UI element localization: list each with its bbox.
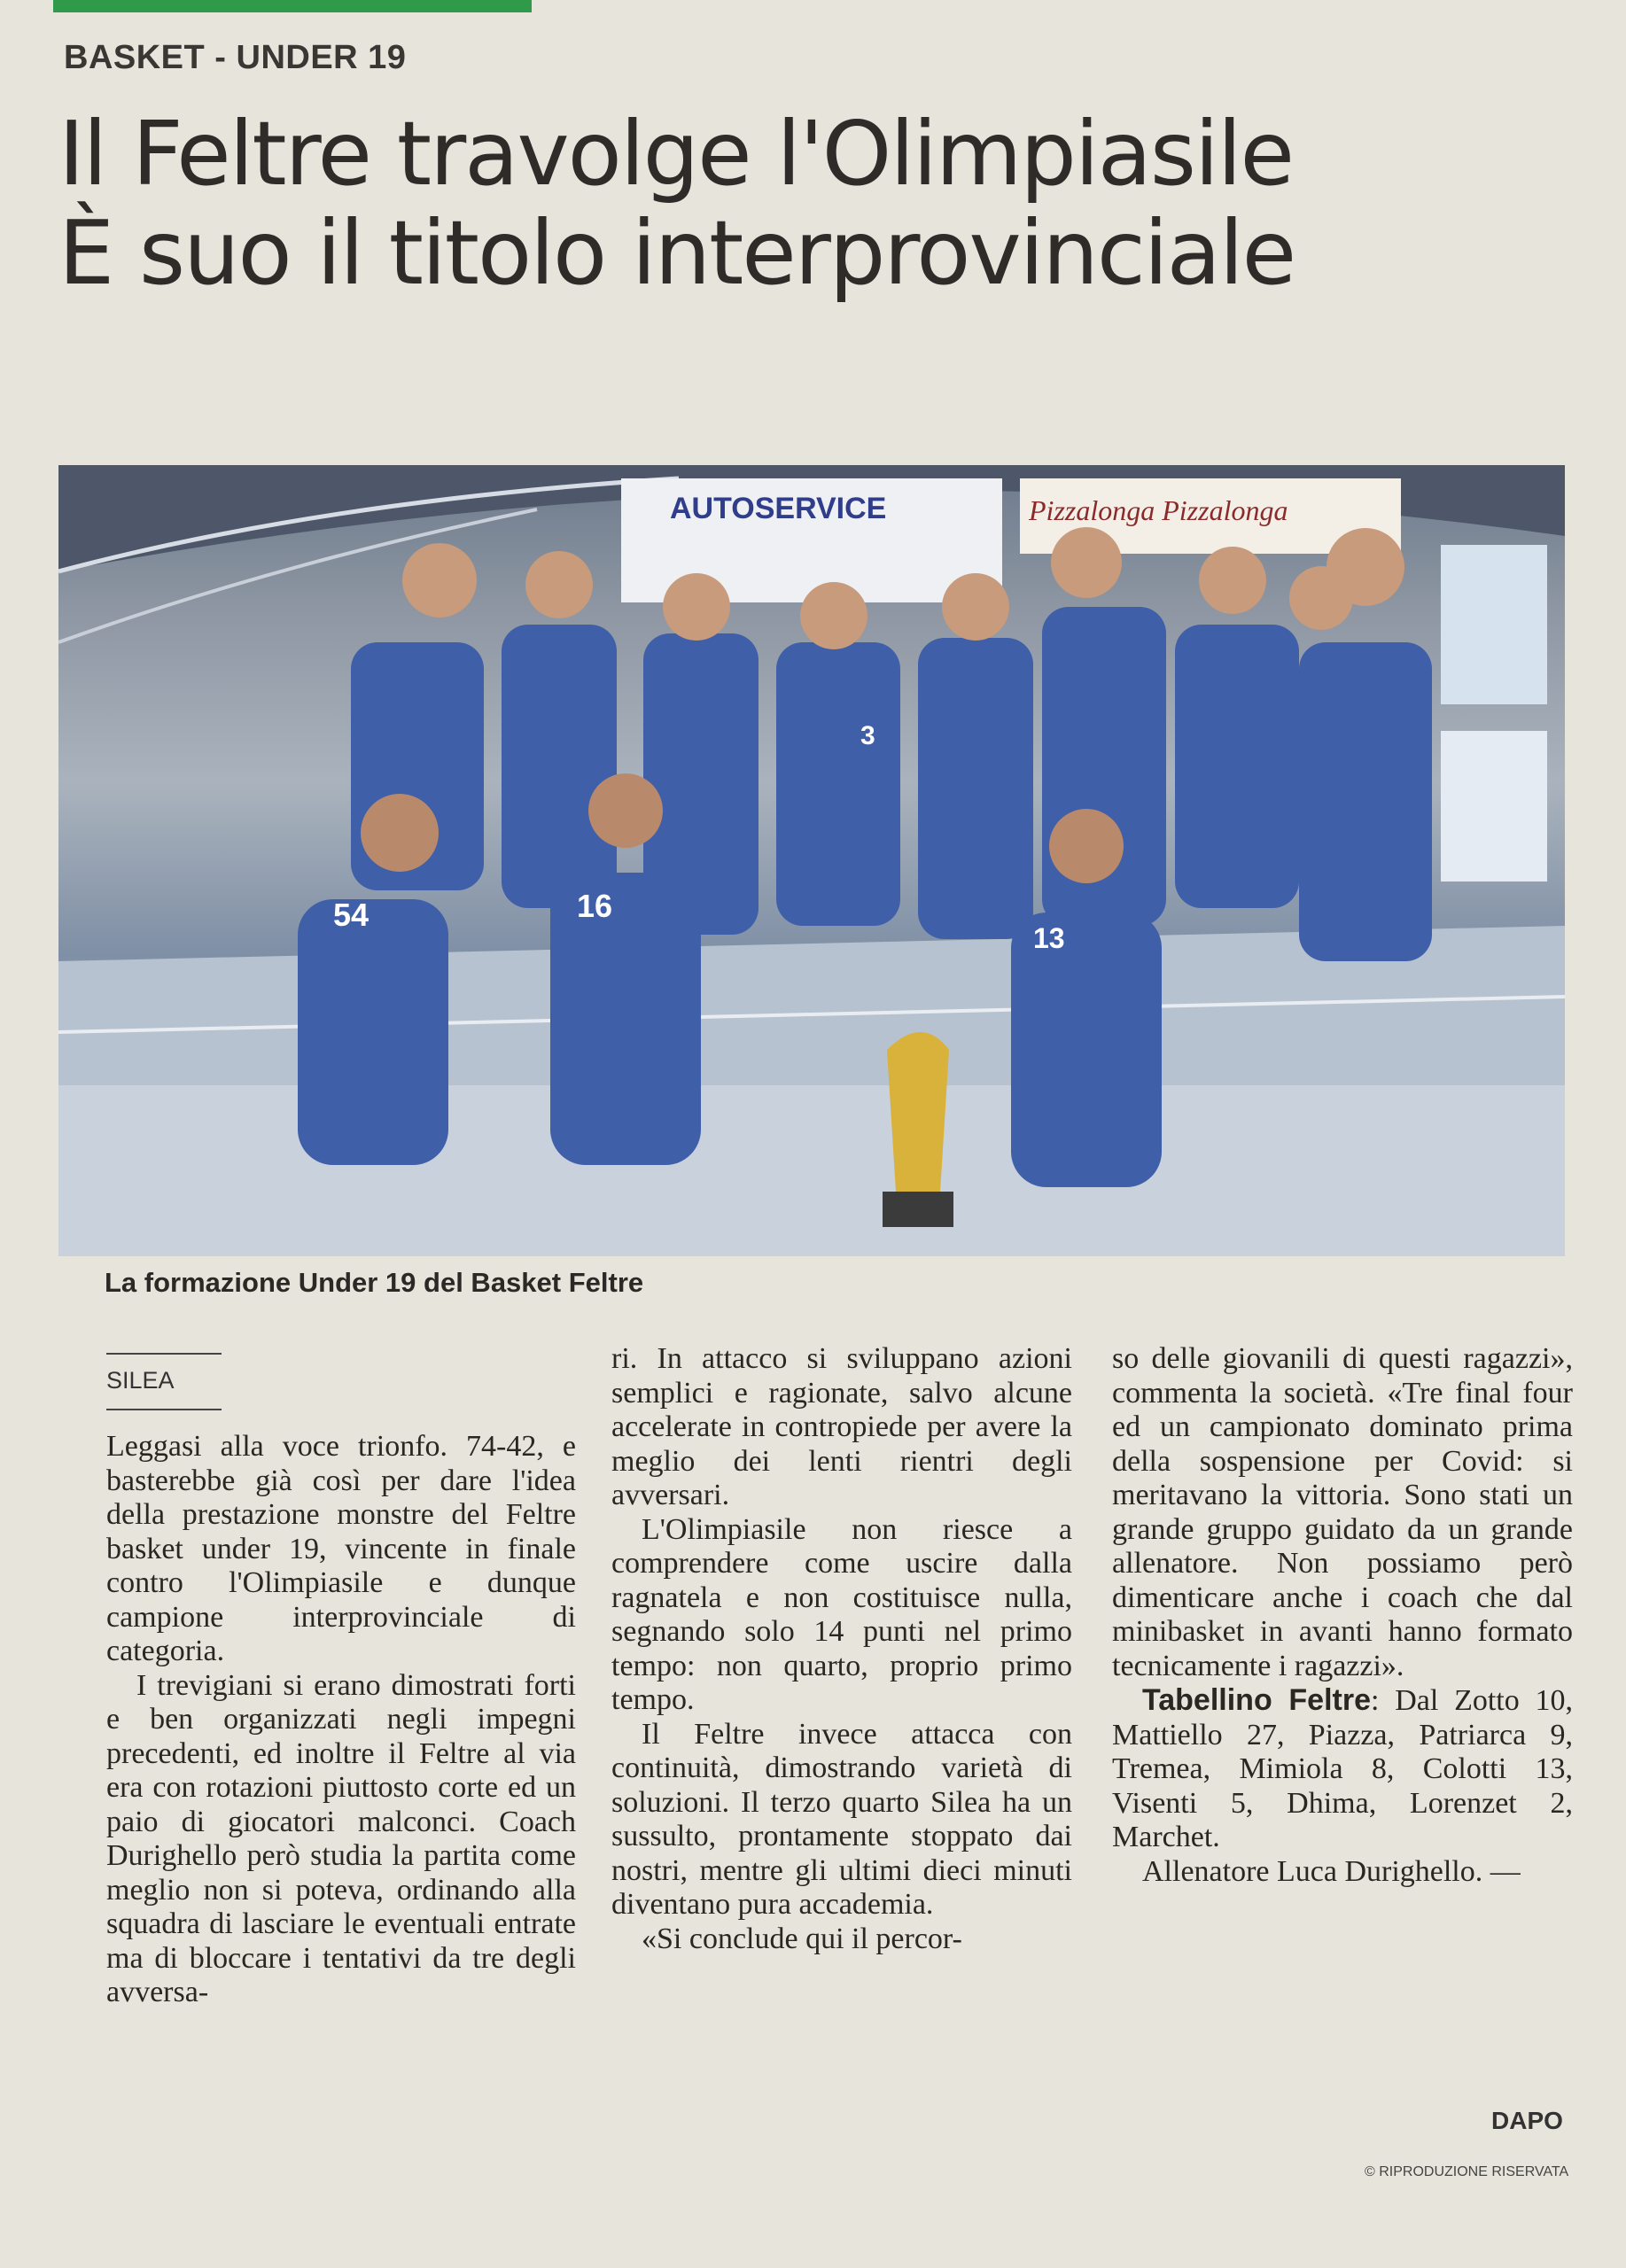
section-color-bar bbox=[53, 0, 532, 12]
article-paragraph: L'Olimpiasile non riesce a comprendere come uscire dalla ragnatela e non costituisce nulla, segnando solo 14 punti nel primo tempo: non quarto, proprio primo tempo. bbox=[611, 1512, 1072, 1716]
article-paragraph: «Si conclude qui il percor- bbox=[642, 1922, 962, 1955]
team-photo-illustration bbox=[58, 465, 1565, 1256]
article-column-2 bbox=[611, 1342, 1072, 1956]
jersey-number-54: 54 bbox=[333, 897, 370, 933]
headline-line-2: È suo il titolo interprovinciale bbox=[58, 201, 1295, 305]
article-paragraph: Il Feltre invece attacca con continuità, dimostrando varietà di soluzioni. Il terzo quarto Silea ha un sussulto, prontamente stoppato dai nostri, mentre gli ultimi dieci minuti diventano pura accademia. bbox=[611, 1717, 1072, 1921]
article-column-1 bbox=[106, 1430, 576, 2010]
headline bbox=[58, 102, 1583, 305]
tabellino-text: : Dal Zotto 10, Mattiello 27, Piazza, Patriarca 9, Tremea, Mimiola 8, Colotti 13, Visenti 5, Dhima, Lorenzet 2, Marchet. bbox=[1112, 1684, 1573, 1853]
banner-text-autoservice: AUTOSERVICE bbox=[670, 492, 887, 525]
dateline-rule-top bbox=[106, 1353, 222, 1355]
jersey-number-13: 13 bbox=[1033, 922, 1065, 954]
copyright-notice: © RIPRODUZIONE RISERVATA bbox=[1365, 2164, 1569, 2179]
section-kicker: BASKET - UNDER 19 bbox=[64, 39, 407, 76]
article-paragraph: ri. In attacco si sviluppano azioni semplici e ragionate, salvo alcune accelerate in contropiede per avere la meglio dei lenti rientri degli avversari. bbox=[611, 1342, 1072, 1511]
team-photo bbox=[58, 465, 1565, 1256]
photo-caption: La formazione Under 19 del Basket Feltre bbox=[105, 1267, 644, 1298]
headline-line-1: Il Feltre travolge l'Olimpiasile bbox=[58, 102, 1294, 206]
dateline-rule-bottom bbox=[106, 1409, 222, 1410]
article-paragraph: Leggasi alla voce trionfo. 74-42, e basterebbe già così per dare l'idea della prestazione monstre del Feltre basket under 19, vincente in finale contro l'Olimpiasile e dunque campione interprovinciale di categoria. bbox=[106, 1430, 576, 1667]
article-paragraph: I trevigiani si erano dimostrati forti e ben organizzati negli impegni precedenti, ed inoltre il Feltre al via era con rotazioni piuttosto corte ed un paio di giocatori malconci. Coach Durighello però studia la partita come meglio non si poteva, ordinando alla squadra di lasciare le eventuali entrate ma di bloccare i tentativi da tre degli avversa- bbox=[106, 1668, 576, 2008]
author-signature: DAPO bbox=[1491, 2107, 1563, 2134]
banner-text-pizzalonga: Pizzalonga Pizzalonga bbox=[1029, 494, 1288, 526]
article-paragraph: so delle giovanili di questi ragazzi», commenta la società. «Tre final four ed un campionato dominato prima della sospensione per Covid: si meritavano la vittoria. Sono stati un grande gruppo guidato da un grande allenatore. Non possiamo però dimenticare anche i coach che dal minibasket in avanti hanno formato tecnicamente i ragazzi». bbox=[1112, 1342, 1573, 1682]
dateline: SILEA bbox=[106, 1367, 175, 1394]
tabellino-paragraph bbox=[1112, 1683, 1573, 1855]
article-column-3 bbox=[1112, 1342, 1573, 1889]
jersey-number-16: 16 bbox=[577, 888, 613, 924]
jersey-number-3: 3 bbox=[860, 721, 875, 750]
tabellino-label: Tabellino Feltre bbox=[1142, 1683, 1372, 1717]
coach-line: Allenatore Luca Durighello. — bbox=[1142, 1854, 1521, 1888]
trophy-icon bbox=[883, 1032, 953, 1227]
